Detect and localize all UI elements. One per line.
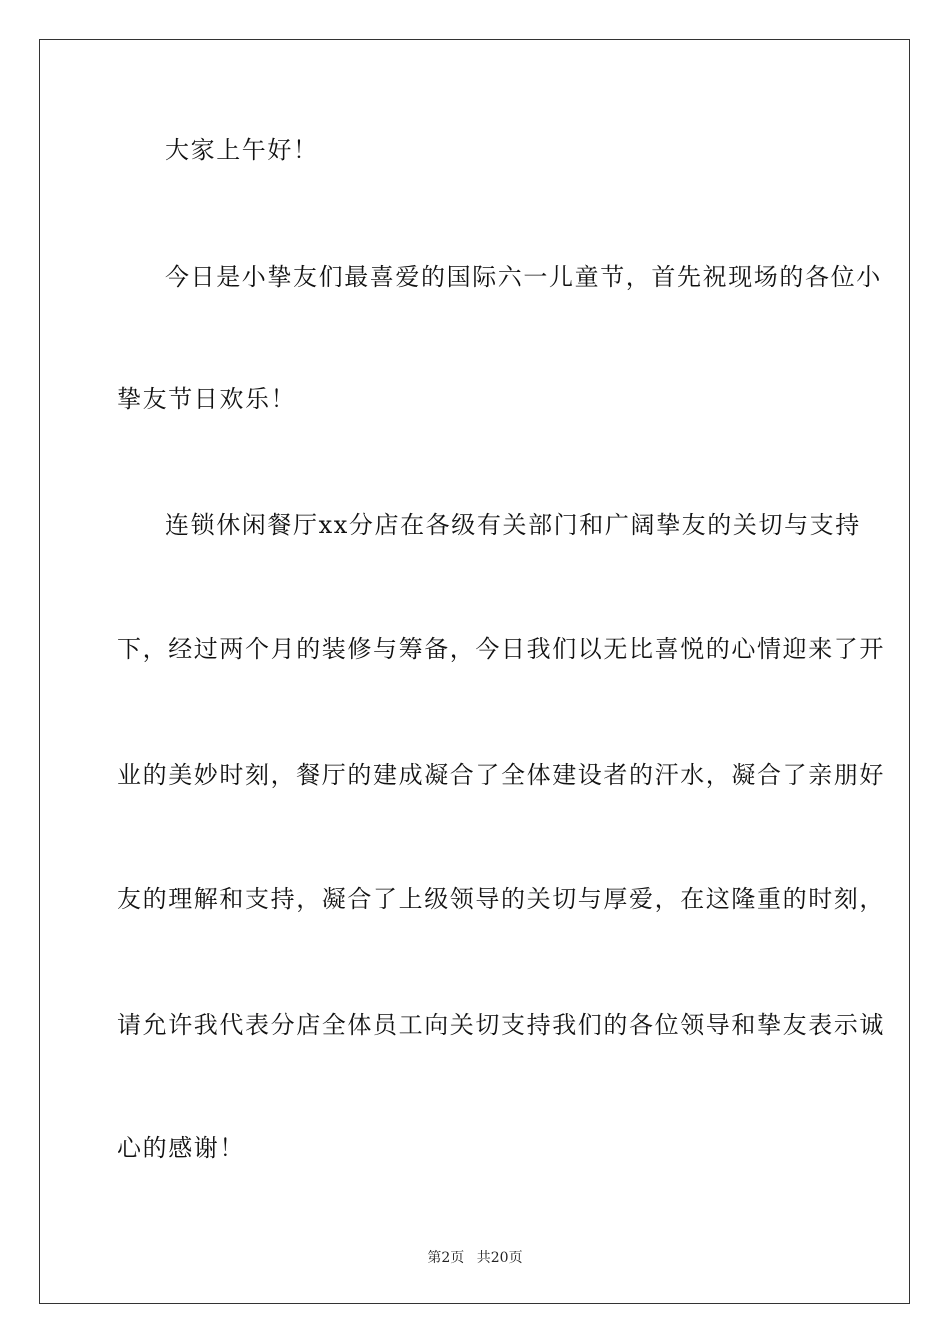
paragraph-line: 友的理解和支持，凝合了上级领导的关切与厚爱，在这隆重的时刻， bbox=[117, 885, 885, 913]
paragraph-line: 挚友节日欢乐！ bbox=[117, 385, 297, 413]
paragraph-line: 连锁休闲餐厅xx分店在各级有关部门和广阔挚友的关切与支持 bbox=[165, 511, 861, 539]
page-border bbox=[39, 39, 910, 1304]
paragraph-line: 大家上午好！ bbox=[165, 136, 319, 164]
paragraph-line: 下，经过两个月的装修与筹备，今日我们以无比喜悦的心情迎来了开 bbox=[117, 635, 885, 663]
page-number: 第2页 bbox=[427, 1250, 465, 1266]
page-footer bbox=[0, 1247, 950, 1267]
paragraph-line: 今日是小挚友们最喜爱的国际六一儿童节，首先祝现场的各位小 bbox=[165, 263, 882, 291]
page-total: 共20页 bbox=[476, 1250, 523, 1266]
paragraph-line: 业的美妙时刻，餐厅的建成凝合了全体建设者的汗水，凝合了亲朋好 bbox=[117, 761, 885, 789]
paragraph-line: 心的感谢！ bbox=[117, 1134, 245, 1162]
paragraph-line: 请允许我代表分店全体员工向关切支持我们的各位领导和挚友表示诚 bbox=[117, 1011, 885, 1039]
